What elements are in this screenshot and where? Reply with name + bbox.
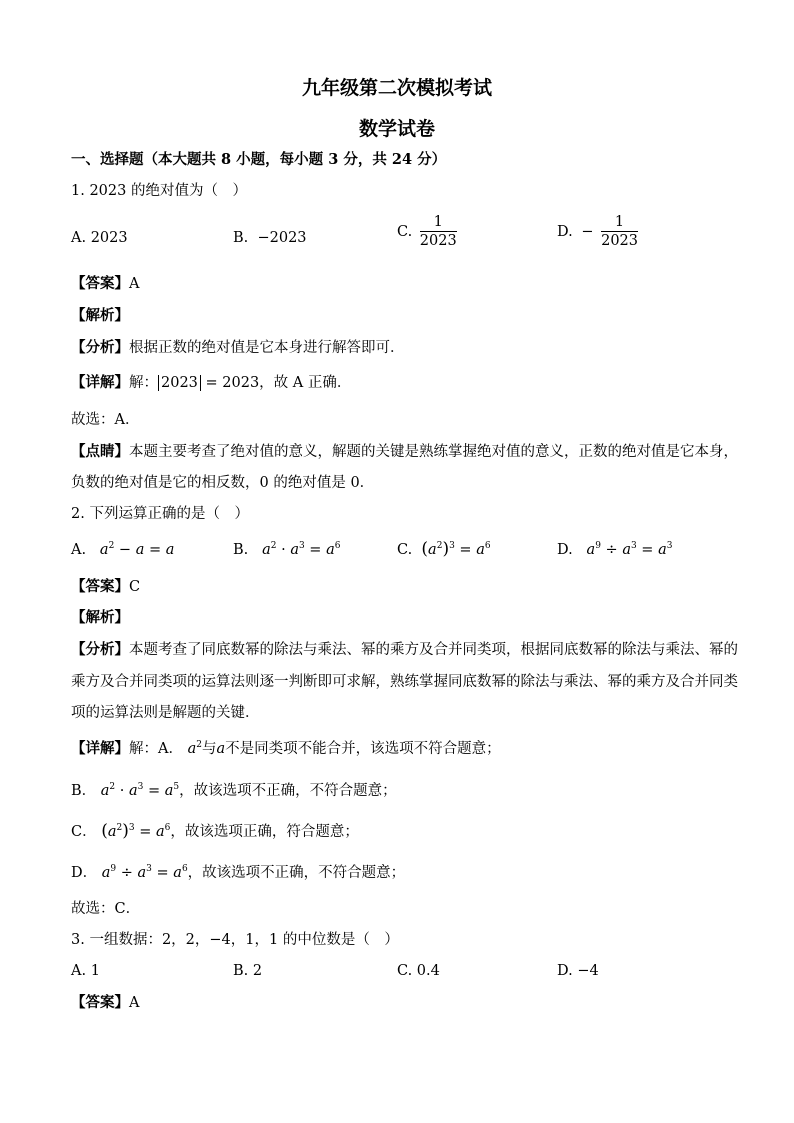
q2-detail-b: B． $a^2 \cdot a^3 = a^5$，故该选项不正确，不符合题意； bbox=[71, 782, 397, 799]
q1-option-c-fraction bbox=[420, 214, 457, 250]
q2-detail-b-pre: B． bbox=[71, 783, 97, 799]
fenxi-tag: 【分析】 bbox=[71, 339, 129, 356]
fenxi-tag: 【分析】 bbox=[71, 641, 129, 658]
q1-option-d-denominator: 2023 bbox=[601, 233, 638, 249]
dianjing-tag: 【点睛】 bbox=[71, 443, 129, 460]
q1-choice: 故选：A． bbox=[71, 412, 140, 428]
q1-option-c-numerator: 1 bbox=[420, 214, 457, 232]
q1-detail-abs: 2023 bbox=[158, 375, 201, 391]
q1-option-d bbox=[557, 214, 638, 250]
q1-answer bbox=[71, 275, 139, 293]
q3-option-a: A. 1 bbox=[71, 963, 100, 979]
q1-option-b-value: −2023 bbox=[257, 230, 307, 246]
q1-option-c-label: C. bbox=[397, 224, 413, 240]
q2-option-d bbox=[557, 541, 672, 559]
q1-option-c-denominator: 2023 bbox=[419, 233, 457, 249]
q1-option-d-sign: − bbox=[581, 224, 594, 240]
q2-answer bbox=[71, 578, 140, 596]
q1-option-d-numerator: 1 bbox=[601, 214, 638, 232]
q3-answer-value: A bbox=[129, 995, 140, 1011]
q2-fenxi-line3: 项的运算法则是解题的关键． bbox=[71, 705, 260, 721]
q2-option-b bbox=[233, 541, 340, 559]
exam-title: 九年级第二次模拟考试 bbox=[301, 77, 492, 99]
q2-fenxi-line1: 本题考查了同底数幂的除法与乘法、幂的乘方及合并同类项，根据同底数幂的除法与乘法、幂的 bbox=[129, 642, 738, 658]
q2-detail-a: 【详解】解：A． $a^2$与a不是同类项不能合并，该选项不符合题意； bbox=[71, 740, 501, 757]
q2-answer-value: C bbox=[129, 579, 141, 595]
q2-detail-a-post2: 不是同类项不能合并，该选项不符合题意； bbox=[225, 741, 501, 757]
q2-option-d-formula: $a^9 \div a^3 = a^3$ bbox=[586, 541, 673, 558]
q1-dianjing-line2: 负数的绝对值是它的相反数，0 的绝对值是 0． bbox=[71, 475, 375, 491]
q3-answer bbox=[71, 994, 139, 1012]
detail-tag: 【详解】 bbox=[71, 740, 129, 757]
q3-stem: 3. 一组数据：2，2，−4，1，1 的中位数是（ ） bbox=[71, 932, 399, 948]
q2-detail-d-pre: D． bbox=[71, 865, 98, 881]
q2-detail-d: D． $a^9 \div a^3 = a^6$，故该选项不正确，不符合题意； bbox=[71, 864, 406, 881]
detail-tag: 【详解】 bbox=[71, 374, 129, 391]
section-heading: 一、选择题（本大题共 8 小题，每小题 3 分，共 24 分） bbox=[71, 151, 447, 168]
q2-choice: 故选：C． bbox=[71, 901, 141, 917]
q2-option-c-formula: $(a^2)^3 = a^6$ bbox=[421, 539, 491, 559]
q1-detail-post: = 2023，故 A 正确． bbox=[200, 375, 352, 391]
q1-detail-pre: 解： bbox=[129, 375, 158, 391]
q2-analysis-tag: 【解析】 bbox=[71, 609, 129, 626]
q2-option-b-label: B. bbox=[233, 542, 249, 558]
q1-option-d-fraction bbox=[601, 214, 638, 250]
q1-detail bbox=[71, 374, 351, 392]
q1-fenxi bbox=[71, 339, 405, 357]
answer-tag: 【答案】 bbox=[71, 275, 129, 292]
answer-tag: 【答案】 bbox=[71, 578, 129, 595]
q1-option-c bbox=[397, 214, 457, 250]
q1-option-d-label: D. bbox=[557, 224, 573, 240]
q1-analysis-tag: 【解析】 bbox=[71, 307, 129, 324]
q2-stem: 2. 下列运算正确的是（ ） bbox=[71, 506, 249, 522]
q2-fenxi bbox=[71, 641, 738, 659]
q1-option-b-label: B. bbox=[233, 230, 249, 246]
q3-option-c: C. 0.4 bbox=[397, 963, 440, 979]
q2-option-c-label: C. bbox=[397, 542, 413, 558]
q1-fenxi-text: 根据正数的绝对值是它本身进行解答即可． bbox=[129, 340, 405, 356]
answer-tag: 【答案】 bbox=[71, 994, 129, 1011]
q2-option-d-label: D. bbox=[557, 542, 573, 558]
exam-subtitle: 数学试卷 bbox=[358, 118, 435, 140]
q2-option-a-label: A. bbox=[71, 542, 87, 558]
q2-option-b-formula: $a^2 \cdot a^3 = a^6$ bbox=[262, 541, 341, 558]
q2-option-a bbox=[71, 541, 174, 559]
q2-detail-d-post: ，故该选项不正确，不符合题意； bbox=[187, 865, 406, 881]
q1-stem: 1. 2023 的绝对值为（ ） bbox=[71, 183, 247, 199]
q2-detail-c: C． $(a^2)^3 = a^6$，故该选项正确，符合题意； bbox=[71, 821, 359, 841]
q2-detail-a-pre: 解：A． bbox=[129, 741, 183, 757]
q2-detail-c-post: ，故该选项正确，符合题意； bbox=[170, 824, 359, 840]
q1-dianjing-line1: 本题主要考查了绝对值的意义，解题的关键是熟练掌握绝对值的意义，正数的绝对值是它本身， bbox=[129, 444, 738, 460]
q2-option-a-formula: $a^2 - a = a$ bbox=[99, 541, 175, 558]
q2-detail-a-post: 与 bbox=[201, 741, 217, 757]
q2-detail-c-pre: C． bbox=[71, 824, 97, 840]
q3-option-b: B. 2 bbox=[233, 963, 263, 979]
q2-detail-b-post: ，故该选项不正确，不符合题意； bbox=[179, 783, 397, 799]
q1-dianjing bbox=[71, 443, 738, 461]
q2-option-c bbox=[397, 540, 491, 559]
q1-answer-value: A bbox=[129, 276, 140, 292]
q1-option-b bbox=[233, 229, 307, 247]
q3-option-d: D. −4 bbox=[557, 963, 599, 979]
q1-option-a: A. 2023 bbox=[71, 230, 128, 246]
q2-fenxi-line2: 乘方及合并同类项的运算法则逐一判断即可求解，熟练掌握同底数幂的除法与乘法、幂的乘方及合并同类 bbox=[71, 674, 738, 690]
